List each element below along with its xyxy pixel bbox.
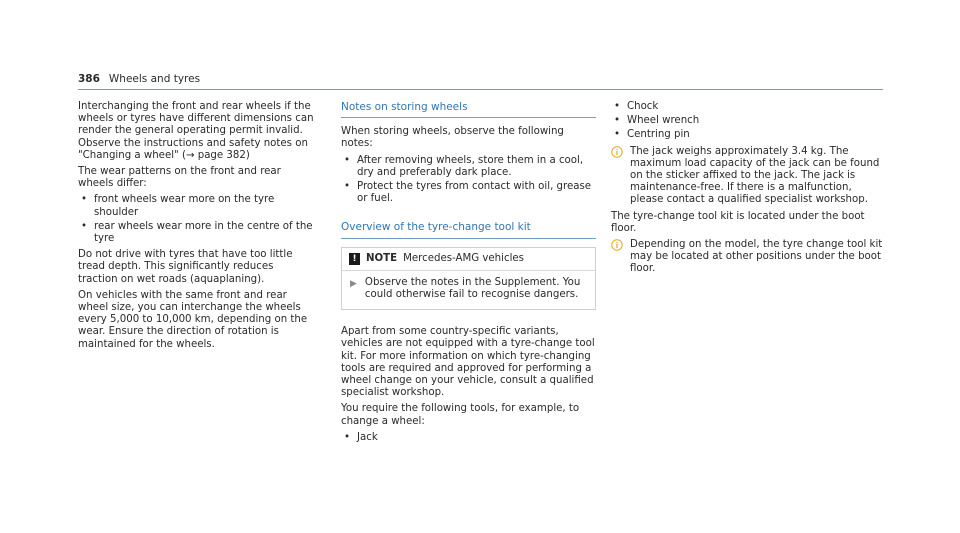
exclamation-icon: !: [349, 253, 360, 265]
list-item: • Wheel wrench: [611, 115, 883, 127]
list-item: • Chock: [611, 101, 883, 113]
note-header: [342, 248, 595, 271]
play-arrow-icon: ▶: [350, 278, 357, 289]
paragraph-kit-location: The tyre-change tool kit is located under the boot floor.: [611, 210, 865, 234]
list-item: • rear wheels wear more in the centre of the tyre: [78, 221, 316, 245]
list-item: • Protect the tyres from contact with oil, grease or fuel.: [341, 181, 596, 205]
column-3: [611, 101, 883, 280]
info-icon: [611, 239, 623, 251]
paragraph-variants: Apart from some country-specific variants, vehicles are not equipped with a tyre-change tool kit. For more information on which tyre-changing tools are required and approved for performing a wheel change on your vehicle, consult a qualified specialist workshop.: [341, 326, 595, 399]
tools-list-continued: [611, 101, 883, 142]
tool-kit-heading: Overview of the tyre-change tool kit: [341, 221, 596, 238]
note-text: Observe the notes in the Supplement. You could otherwise fail to recognise dangers.: [364, 276, 581, 301]
paragraph-wear-patterns: The wear patterns on the front and rear wheels differ:: [78, 166, 281, 190]
list-item: • Centring pin: [611, 129, 883, 141]
storing-list: [341, 155, 596, 206]
column-2: [341, 101, 596, 448]
info-icon: [611, 146, 623, 158]
page-header: [78, 73, 200, 85]
paragraph-tread-depth: Do not drive with tyres that have too little tread depth. This significantly reduces traction on wet roads (aquaplaning).: [78, 249, 293, 285]
note-heading: Mercedes-AMG vehicles: [403, 252, 524, 264]
wear-list: [78, 194, 316, 245]
info-note-jack: [611, 146, 883, 207]
list-item: • front wheels wear more on the tyre shoulder: [78, 194, 316, 218]
column-1: [78, 101, 316, 355]
paragraph-interchange-interval: On vehicles with the same front and rear wheel size, you can interchange the wheels every 5,000 to 10,000 km, depending on the wear. Ensure the direction of rotation is maintained for the wheels.: [78, 289, 308, 350]
header-rule: [78, 89, 883, 90]
list-item: • Jack: [341, 432, 596, 444]
tools-list: [341, 432, 596, 444]
paragraph-require-tools: You require the following tools, for example, to change a wheel:: [341, 403, 580, 427]
note-label: NOTE: [366, 252, 398, 264]
page-number: 386: [78, 73, 100, 85]
info-text-location: Depending on the model, the tyre change tool kit may be located at other positions under the boot floor.: [630, 239, 883, 275]
paragraph-interchanging: Interchanging the front and rear wheels if the wheels or tyres have different dimensions can render the general operating permit invalid. Observe the instructions and safety notes on "Changing a wheel" (→ page 382): [78, 101, 314, 161]
note-body: [342, 271, 595, 309]
section-name: Wheels and tyres: [108, 73, 201, 85]
storing-intro: When storing wheels, observe the following notes:: [341, 126, 564, 150]
info-note-location: [611, 239, 883, 276]
note-box: [341, 247, 596, 311]
list-item: • After removing wheels, store them in a cool, dry and preferably dark place.: [341, 155, 596, 179]
storing-wheels-heading: Notes on storing wheels: [341, 101, 596, 118]
info-text-jack: The jack weighs approximately 3.4 kg. The maximum load capacity of the jack can be found on the sticker affixed to the jack. The jack is maintenance-free. If there is a malfunction, please contact a qualified specialist workshop.: [630, 145, 880, 206]
